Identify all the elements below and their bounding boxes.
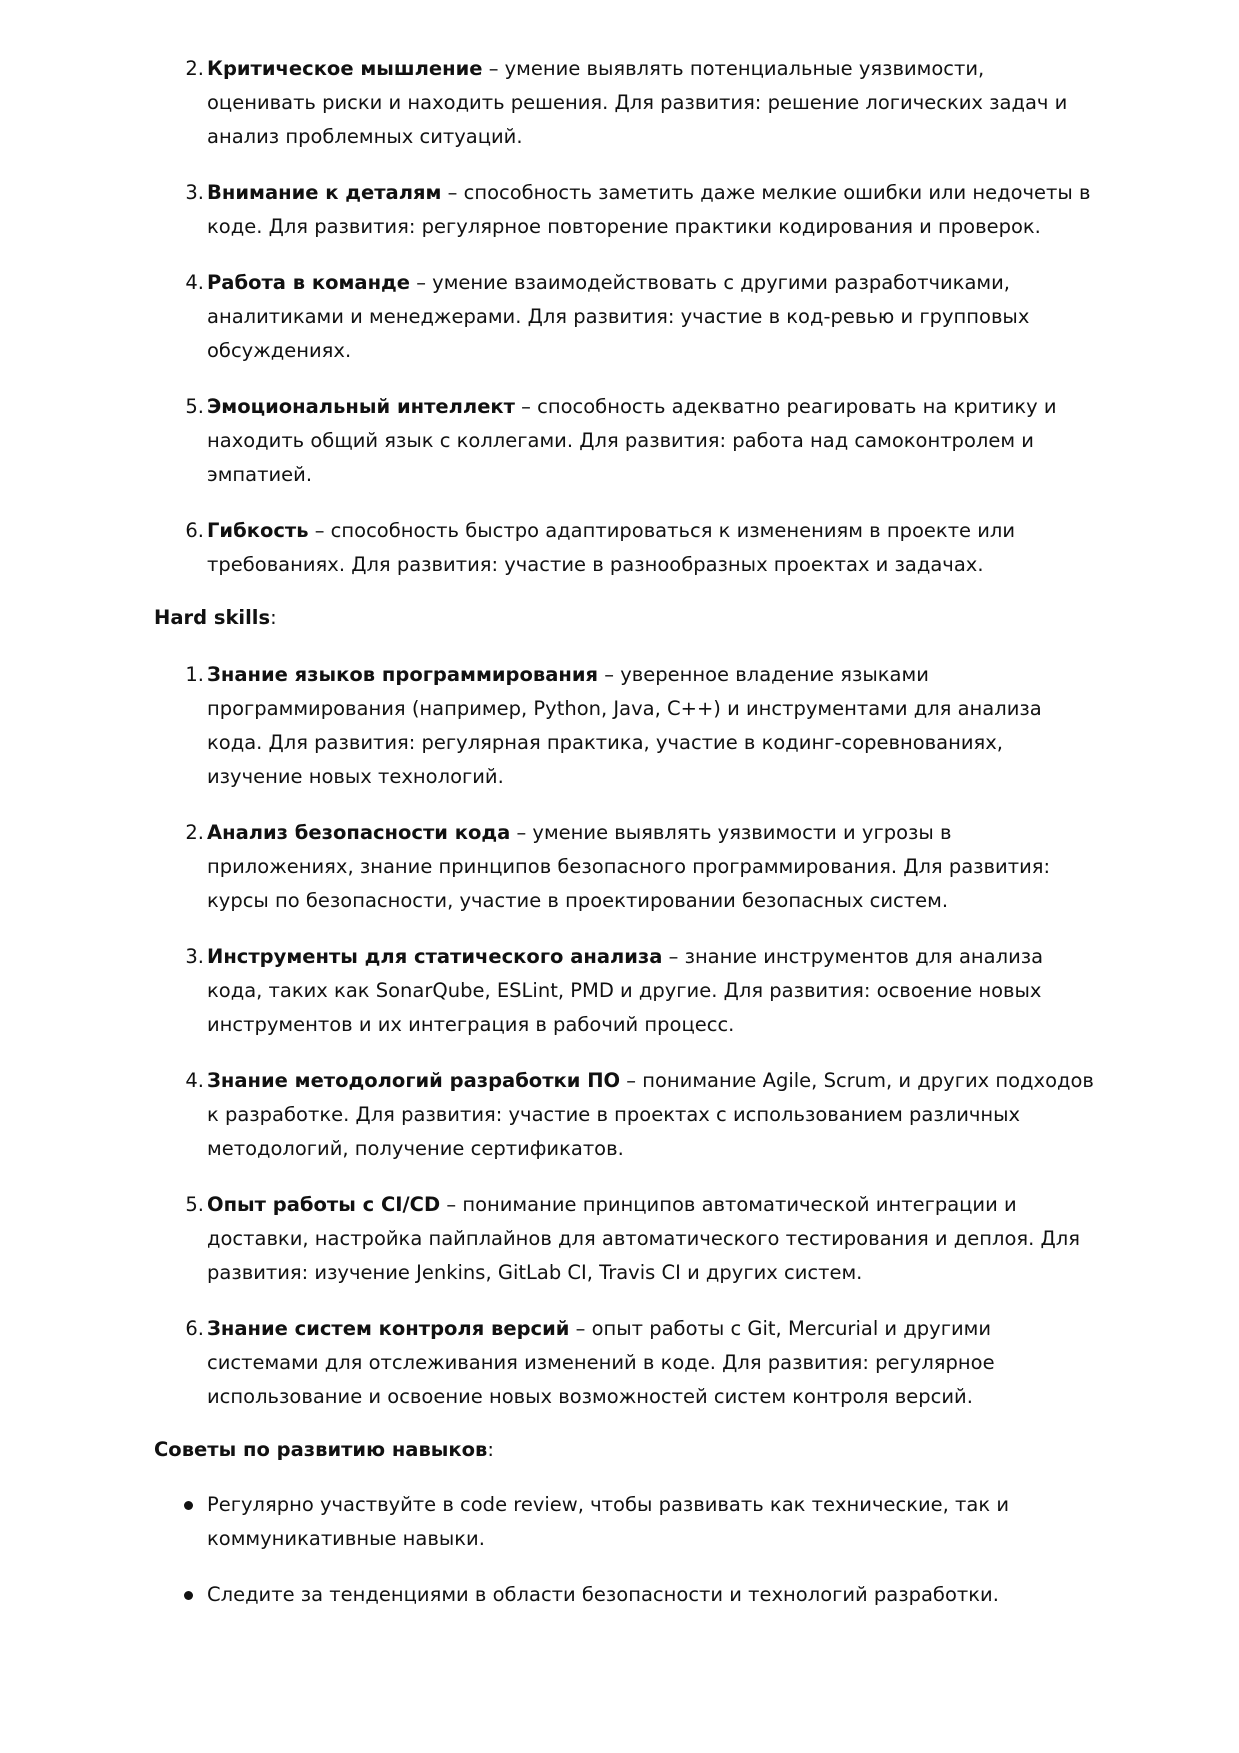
item-title: Гибкость	[207, 519, 309, 542]
heading-colon: :	[487, 1438, 494, 1461]
list-number: 4.	[185, 1069, 204, 1092]
item-title: Знание систем контроля версий	[207, 1317, 570, 1340]
list-item	[154, 176, 1094, 244]
heading-colon: :	[270, 606, 277, 629]
list-number: 5.	[185, 1193, 204, 1216]
list-number: 3.	[185, 181, 204, 204]
item-text: – умение выявлять потенциальные уязвимости, оценивать риски и находить решения. Для развития: решение логических задач и анализ проблемных ситуаций.	[207, 57, 1068, 148]
list-number: 4.	[185, 271, 204, 294]
list-item	[154, 1578, 1094, 1612]
list-number: 6.	[185, 519, 204, 542]
item-title: Работа в команде	[207, 271, 411, 294]
tips-heading	[154, 1433, 494, 1467]
section-heading-text: Советы по развитию навыков	[154, 1438, 488, 1461]
item-text: – уверенное владение языками программирования (например, Python, Java, C++) и инструментами для анализа кода. Для развития: регулярная практика, участие в кодинг-соревнованиях, изучение новых технологий.	[207, 663, 1042, 788]
list-item	[154, 390, 1094, 492]
item-text: – способность адекватно реагировать на критику и находить общий язык с коллегами. Для развития: работа над самоконтролем и эмпатией.	[207, 395, 1057, 486]
hard-skills-list	[154, 658, 1094, 1436]
item-text: – умение выявлять уязвимости и угрозы в приложениях, знание принципов безопасного программирования. Для развития: курсы по безопасности, участие в проектировании безопасных систем.	[207, 821, 1051, 912]
list-item	[154, 1188, 1094, 1290]
list-number: 2.	[185, 57, 204, 80]
item-text: Регулярно участвуйте в code review, чтобы развивать как технические, так и коммуникативные навыки.	[207, 1493, 1009, 1550]
bullet-icon	[184, 1501, 193, 1510]
section-heading-text: Hard skills	[154, 606, 271, 629]
item-text: – понимание принципов автоматической интеграции и доставки, настройка пайплайнов для автоматического тестирования и деплоя. Для развития: изучение Jenkins, GitLab CI, Travis CI и других систем.	[207, 1193, 1080, 1284]
item-title: Опыт работы с CI/CD	[207, 1193, 441, 1216]
list-item	[154, 266, 1094, 368]
item-text: Следите за тенденциями в области безопасности и технологий разработки.	[207, 1583, 999, 1606]
item-text: – способность быстро адаптироваться к изменениям в проекте или требованиях. Для развития: участие в разнообразных проектах и задачах.	[207, 519, 1016, 576]
item-text: – умение взаимодействовать с другими разработчиками, аналитиками и менеджерами. Для развития: участие в код-ревью и групповых обсуждениях.	[207, 271, 1030, 362]
list-number: 5.	[185, 395, 204, 418]
item-title: Знание языков программирования	[207, 663, 599, 686]
item-title: Критическое мышление	[207, 57, 483, 80]
item-title: Анализ безопасности кода	[207, 821, 511, 844]
item-title: Эмоциональный интеллект	[207, 395, 515, 418]
list-number: 2.	[185, 821, 204, 844]
list-item	[154, 1312, 1094, 1414]
item-title: Внимание к деталям	[207, 181, 442, 204]
list-item	[154, 1488, 1094, 1556]
item-text: – опыт работы с Git, Mercurial и другими системами для отслеживания изменений в коде. Для развития: регулярное использование и освоение новых возможностей систем контроля версий.	[207, 1317, 995, 1408]
item-text: – понимание Agile, Scrum, и других подходов к разработке. Для развития: участие в проектах с использованием различных методологий, получение сертификатов.	[207, 1069, 1094, 1160]
list-number: 3.	[185, 945, 204, 968]
soft-skills-list	[154, 52, 1094, 604]
hard-skills-heading	[154, 601, 277, 635]
list-item	[154, 658, 1094, 794]
list-item	[154, 940, 1094, 1042]
list-item	[154, 1064, 1094, 1166]
bullet-icon	[184, 1591, 193, 1600]
list-number: 1.	[185, 663, 204, 686]
item-text: – знание инструментов для анализа кода, таких как SonarQube, ESLint, PMD и другие. Для развития: освоение новых инструментов и их интеграция в рабочий процесс.	[207, 945, 1044, 1036]
list-number: 6.	[185, 1317, 204, 1340]
item-title: Знание методологий разработки ПО	[207, 1069, 621, 1092]
item-title: Инструменты для статического анализа	[207, 945, 663, 968]
tips-list	[154, 1488, 1094, 1634]
list-item	[154, 514, 1094, 582]
list-item	[154, 52, 1094, 154]
list-item	[154, 816, 1094, 918]
item-text: – способность заметить даже мелкие ошибки или недочеты в коде. Для развития: регулярное повторение практики кодирования и проверок.	[207, 181, 1091, 238]
